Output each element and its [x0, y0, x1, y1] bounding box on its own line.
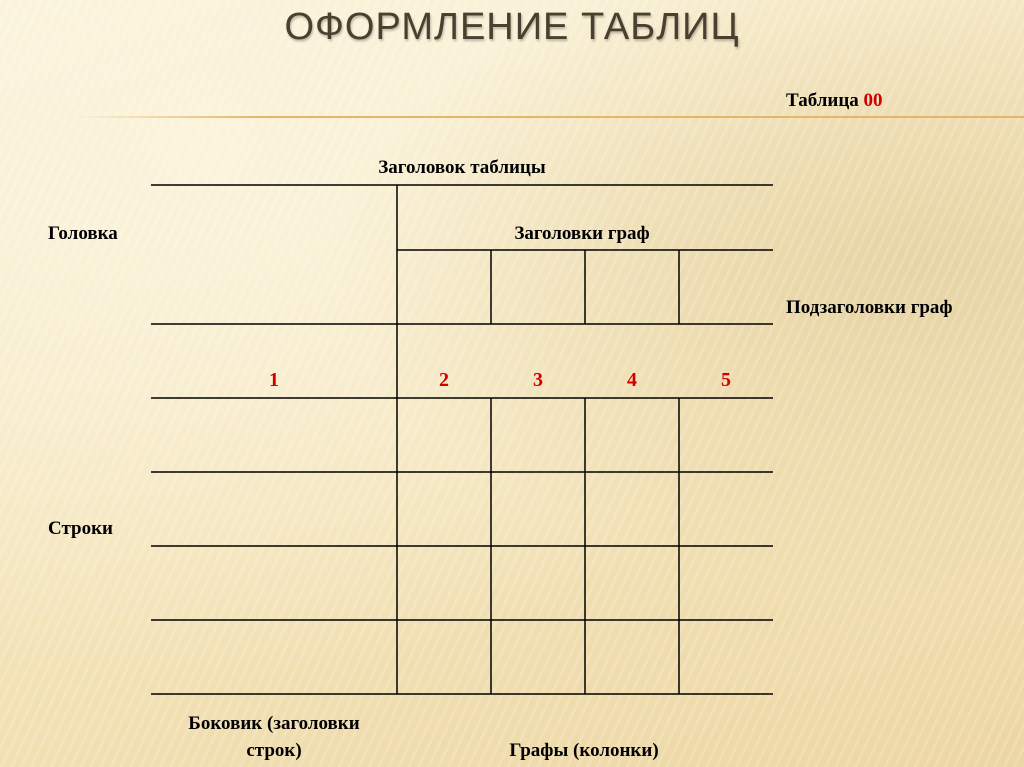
- column-number-3: 3: [533, 369, 543, 391]
- column-number-1: 1: [269, 369, 279, 391]
- column-headers-label: Заголовки граф: [514, 223, 650, 244]
- column-number-5: 5: [721, 369, 731, 391]
- table-number-text: Таблица: [786, 90, 864, 111]
- rows-label: Строки: [48, 518, 113, 539]
- stub-label-line2: строк): [246, 740, 302, 761]
- stub-label-line1: Боковик (заголовки: [188, 713, 360, 734]
- column-number-4: 4: [627, 369, 637, 391]
- column-number-2: 2: [439, 369, 449, 391]
- slide-title: ОФОРМЛЕНИЕ ТАБЛИЦ: [284, 6, 740, 48]
- columns-label: Графы (колонки): [509, 740, 659, 761]
- table-caption: Заголовок таблицы: [378, 157, 546, 178]
- column-subheaders-label: Подзаголовки граф: [786, 297, 953, 318]
- table-number-value: 00: [863, 90, 883, 111]
- head-label: Головка: [48, 223, 118, 244]
